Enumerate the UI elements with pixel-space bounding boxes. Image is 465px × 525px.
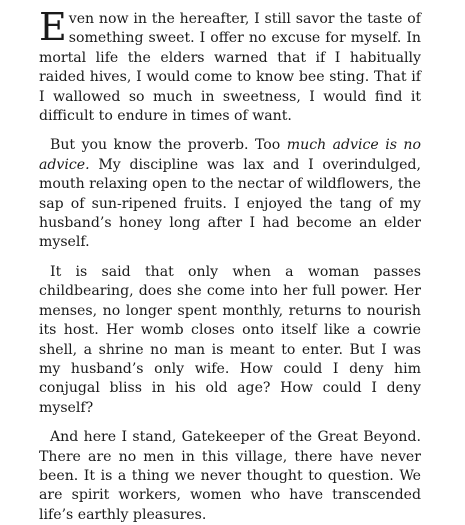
paragraph-1 (39, 5, 421, 126)
paragraph-2-text-b: My discipline was lax and I overindulged, mouth relaxing open to the nectar of wildflowers, the sap of sun-ripened fruits. I enjoyed the tang of my husband’s honey long after I had become an elder myself. (39, 156, 421, 251)
text-page (39, 5, 421, 525)
paragraph-4 (39, 428, 421, 525)
paragraph-4-text: And here I stand, Gatekeeper of the Great Beyond. There are no men in this village, there have never been. It is a thing we never thought to question. We are spirit workers, women who have transcended life’s earthly pleasures. (39, 429, 421, 523)
paragraph-2-text-a: But you know the proverb. Too (50, 137, 287, 154)
paragraph-2 (39, 136, 421, 252)
paragraph-2-italic: much advice is no advice. (39, 137, 421, 173)
paragraph-3-text: It is said that only when a woman passes childbearing, does she come into her full power. Her menses, no longer spent monthly, returns to nourish its host. Her womb closes onto itself like a cowrie shell, a shrine no man is meant to enter. But I was my husband’s only wife. How could I deny him conjugal bliss in his old age? How could I deny myself? (39, 263, 421, 416)
drop-cap: E (39, 5, 67, 49)
paragraph-3 (39, 263, 421, 418)
paragraph-1-text: ven now in the hereafter, I still savor the taste of something sweet. I offer no excuse for myself. In mortal life the elders warned that if I habitually raided hives, I would come to know bee sting. That if I wallowed so much in sweetness, I would find it difficult to endure in times of want. (39, 11, 421, 125)
